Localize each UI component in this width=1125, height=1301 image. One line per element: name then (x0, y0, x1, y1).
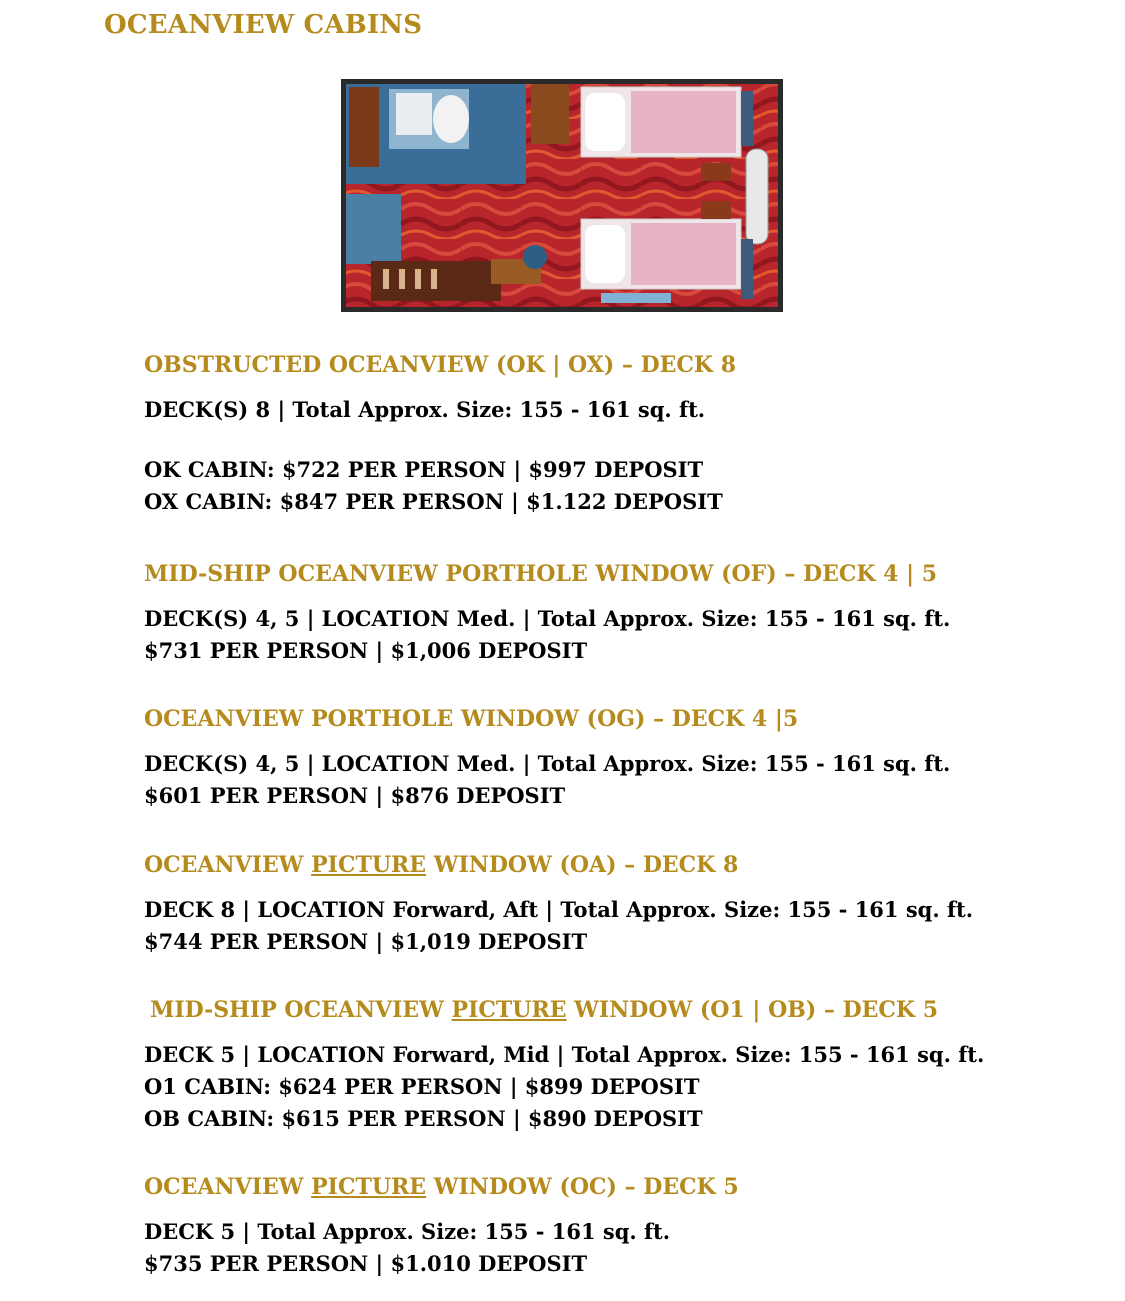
section-midship-porthole (144, 561, 1104, 667)
section-heading (144, 997, 1104, 1023)
section-picture-window-oc (144, 1174, 1104, 1280)
section-heading: OCEANVIEW PORTHOLE WINDOW (OG) – DECK 4 |5 (144, 706, 799, 732)
cabin-price: OB CABIN: $615 PER PERSON | $890 DEPOSIT (144, 1106, 703, 1131)
cabin-details: DECK 5 | Total Approx. Size: 155 - 161 sq. ft. (144, 1219, 671, 1244)
cabin-price: $601 PER PERSON | $876 DEPOSIT (144, 783, 566, 808)
heading-part: WINDOW (OC) – DECK 5 (426, 1174, 739, 1200)
heading-underlined: PICTURE (311, 852, 427, 878)
section-midship-picture-window (144, 997, 1104, 1135)
section-heading (144, 852, 1104, 878)
cabin-price: $735 PER PERSON | $1.010 DEPOSIT (144, 1251, 588, 1276)
cabin-details: DECK(S) 4, 5 | LOCATION Med. | Total Approx. Size: 155 - 161 sq. ft. (144, 606, 951, 631)
cabin-details: DECK(S) 8 | Total Approx. Size: 155 - 161 sq. ft. (144, 397, 706, 422)
cabin-price: $731 PER PERSON | $1,006 DEPOSIT (144, 638, 588, 663)
heading-part: OCEANVIEW (144, 1174, 312, 1200)
heading-underlined: PICTURE (311, 1174, 427, 1200)
cabin-price: OK CABIN: $722 PER PERSON | $997 DEPOSIT (144, 457, 704, 482)
heading-part: WINDOW (OA) – DECK 8 (426, 852, 739, 878)
cabin-floorplan-image (341, 79, 783, 312)
cabin-details: DECK 5 | LOCATION Forward, Mid | Total Approx. Size: 155 - 161 sq. ft. (144, 1042, 985, 1067)
cabin-price: OX CABIN: $847 PER PERSON | $1.122 DEPOSIT (144, 489, 723, 514)
cabin-price: O1 CABIN: $624 PER PERSON | $899 DEPOSIT (144, 1074, 700, 1099)
heading-part: WINDOW (O1 | OB) – DECK 5 (566, 997, 939, 1023)
cabin-details: DECK(S) 4, 5 | LOCATION Med. | Total Approx. Size: 155 - 161 sq. ft. (144, 751, 951, 776)
section-obstructed-oceanview (144, 352, 1104, 518)
heading-part: MID-SHIP OCEANVIEW (150, 997, 452, 1023)
section-porthole (144, 706, 1104, 812)
cabin-details: DECK 8 | LOCATION Forward, Aft | Total Approx. Size: 155 - 161 sq. ft. (144, 897, 974, 922)
cabin-price: $744 PER PERSON | $1,019 DEPOSIT (144, 929, 588, 954)
section-heading: OBSTRUCTED OCEANVIEW (OK | OX) – DECK 8 (144, 352, 737, 378)
page-title: OCEANVIEW CABINS (104, 10, 423, 40)
section-heading (144, 1174, 1104, 1200)
section-heading: MID-SHIP OCEANVIEW PORTHOLE WINDOW (OF) – DECK 4 | 5 (144, 561, 938, 587)
section-picture-window-oa (144, 852, 1104, 958)
heading-underlined: PICTURE (451, 997, 567, 1023)
heading-part: OCEANVIEW (144, 852, 312, 878)
